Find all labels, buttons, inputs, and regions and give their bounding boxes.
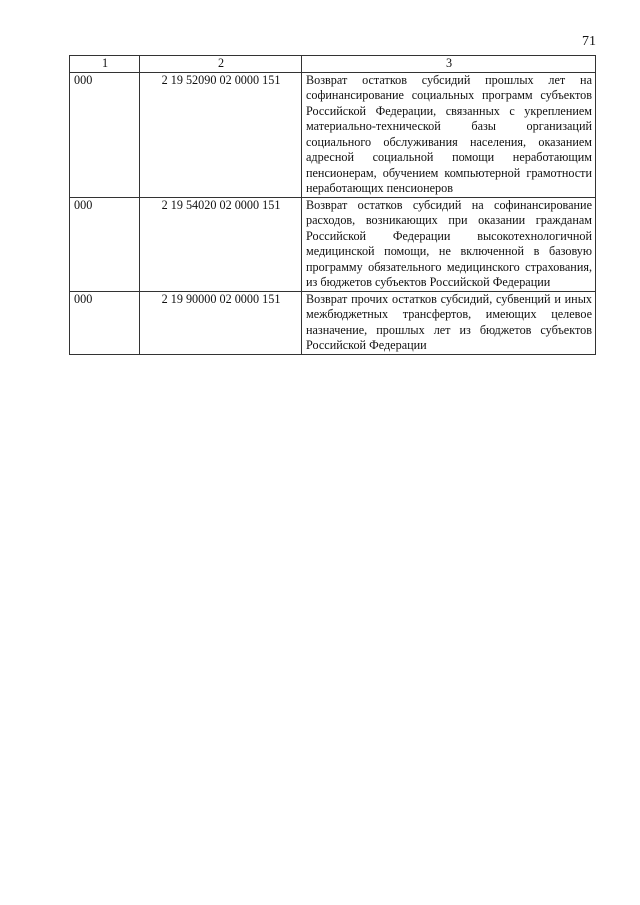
- budget-code-cell: 2 19 52090 02 0000 151: [140, 72, 302, 197]
- column-header-1: 1: [70, 56, 140, 73]
- column-header-3: 3: [302, 56, 596, 73]
- budget-codes-table: [69, 55, 596, 355]
- budget-code-cell: 2 19 90000 02 0000 151: [140, 291, 302, 354]
- table-row: [70, 72, 596, 197]
- admin-code-cell: 000: [70, 291, 140, 354]
- description-cell: Возврат прочих остатков субсидий, субвенций и иных межбюджетных трансфертов, имеющих целевое назначение, прошлых лет из бюджетов субъектов Российской Федерации: [302, 291, 596, 354]
- budget-code-cell: 2 19 54020 02 0000 151: [140, 197, 302, 291]
- page-number: 71: [582, 34, 596, 49]
- table-header-row: [70, 56, 596, 73]
- description-cell: Возврат остатков субсидий на софинансирование расходов, возникающих при оказании гражданам Российской Федерации высокотехнологичной медицинской помощи, не включенной в базовую программу обязательного медицинского страхования, из бюджетов субъектов Российской Федерации: [302, 197, 596, 291]
- table-row: [70, 291, 596, 354]
- description-cell: Возврат остатков субсидий прошлых лет на софинансирование социальных программ субъектов Российской Федерации, связанных с укреплением материально-технической базы организаций социального обслуживания населения, оказанием адресной социальной помощи неработающим пенсионерам, обучением компьютерной грамотности неработающих пенсионеров: [302, 72, 596, 197]
- table-row: [70, 197, 596, 291]
- column-header-2: 2: [140, 56, 302, 73]
- admin-code-cell: 000: [70, 197, 140, 291]
- admin-code-cell: 000: [70, 72, 140, 197]
